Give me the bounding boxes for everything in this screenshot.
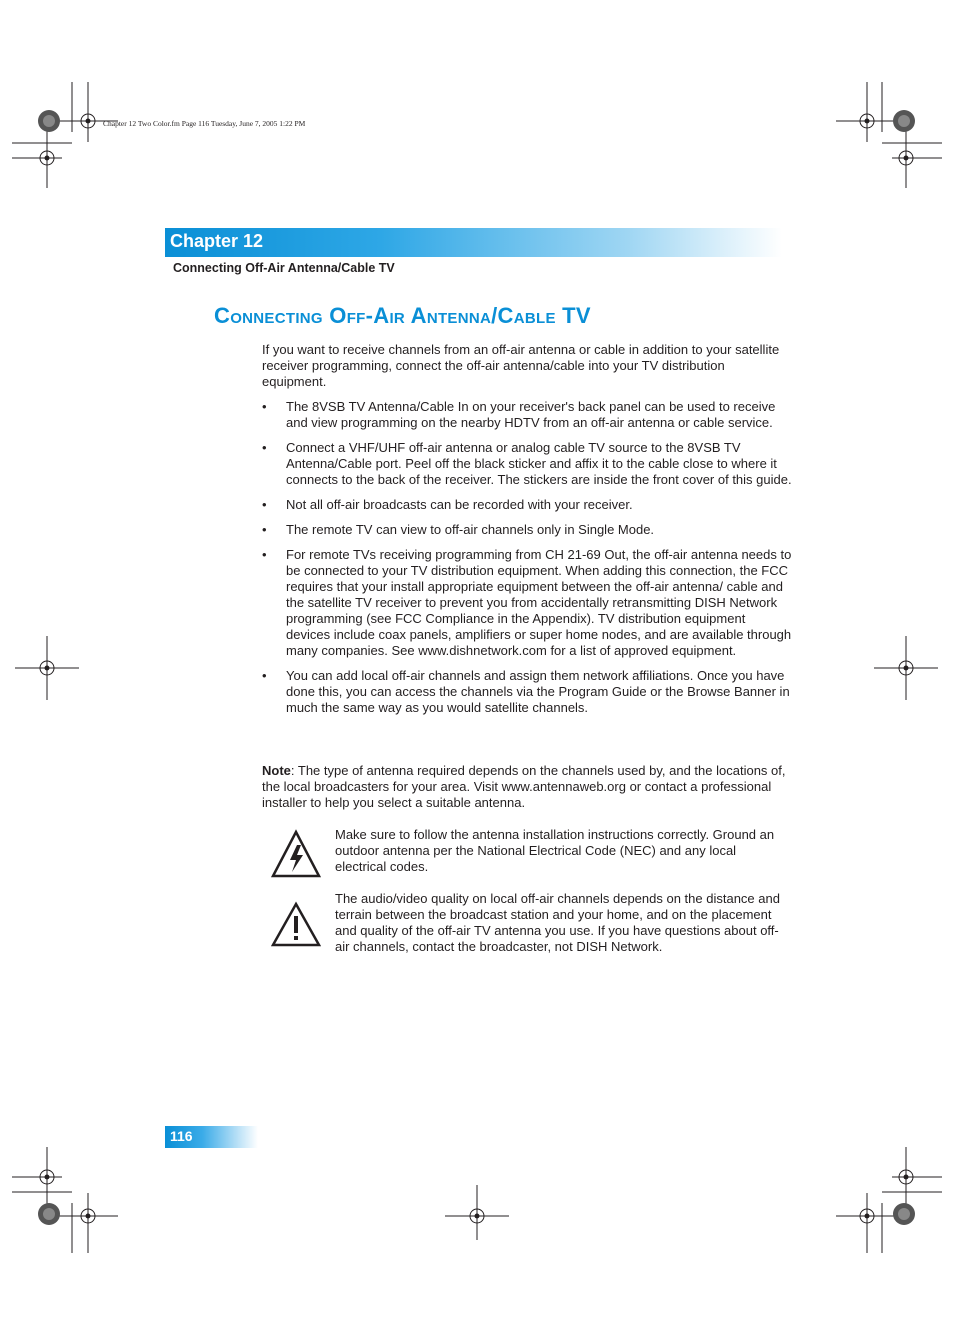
list-item-text: Connect a VHF/UHF off-air antenna or analog cable TV source to the 8VSB TV Antenna/Cable port. Peel off the black sticker and affix it to the cable close to where it connects to the back of the receiver. The stickers are inside the front cover of this guide. [286,440,792,487]
list-item-text: The 8VSB TV Antenna/Cable In on your receiver's back panel can be used to receive and view programming on the nearby HDTV from an off-air antenna or cable service. [286,399,776,430]
list-item [262,440,792,488]
bullet-list [262,399,792,725]
list-item-text: Not all off-air broadcasts can be recorded with your receiver. [286,497,633,512]
note-paragraph [262,763,792,811]
bullet-glyph: • [262,497,267,512]
list-item-text: The remote TV can view to off-air channels only in Single Mode. [286,522,655,537]
page-title: Connecting Off-Air Antenna/Cable TV [214,303,591,328]
page-number-bar [165,1126,258,1148]
chapter-label: Chapter 12 [170,231,264,251]
bullet-glyph: • [262,399,267,414]
intro-paragraph: If you want to receive channels from an off-air antenna or cable in addition to your satellite receiver programming, connect the off-air antenna/cable into your TV distribution equipment. [262,342,780,389]
page-number: 116 [170,1128,193,1144]
bullet-glyph: • [262,668,267,683]
list-item [262,497,792,513]
caution-icon [271,901,321,947]
warning-text-electrical: Make sure to follow the antenna installation instructions correctly. Ground an outdoor antenna per the National Electrical Code (NEC) and any local electrical codes. [335,827,775,874]
note-label: Note [262,763,291,778]
warning-text-caution: The audio/video quality on local off-air channels depends on the distance and terrain between the broadcast station and your home, and on the placement and quality of the off-air TV antenna you use. If you have questions about off-air channels, contact the broadcaster, not DISH Network. [335,891,780,954]
list-item [262,547,792,659]
list-item-text: For remote TVs receiving programming from CH 21-69 Out, the off-air antenna needs to be connected to your TV distribution equipment. When adding this connection, the FCC requires that your install appropriate equipment between the off-air antenna/ cable and the satellite TV receiver to prevent you from accidentally retransmitting DISH Network programming (see FCC Compliance in the Appendix). TV distribution equipment devices include coax panels, amplifiers or super home nodes, and are available through many companies. See www.dishnetwork.com for a list of approved equipment. [286,547,792,658]
list-item [262,668,792,716]
electrical-hazard-icon [271,829,321,879]
bullet-glyph: • [262,440,267,455]
running-head: Connecting Off-Air Antenna/Cable TV [173,261,395,275]
bullet-glyph: • [262,522,267,537]
bullet-glyph: • [262,547,267,562]
list-item-text: You can add local off-air channels and assign them network affiliations. Once you have done this, you can access the channels via the Program Guide or the Browse Banner in much the same way as you would satellite channels. [286,668,790,715]
list-item [262,522,792,538]
note-text: : The type of antenna required depends on the channels used by, and the locations of, the local broadcasters for your area. Visit www.antennaweb.org or contact a professional installer to help you select a suitable antenna. [262,763,786,810]
print-slug: Chapter 12 Two Color.fm Page 116 Tuesday, June 7, 2005 1:22 PM [103,119,306,128]
list-item [262,399,792,431]
chapter-header-bar [165,228,782,257]
